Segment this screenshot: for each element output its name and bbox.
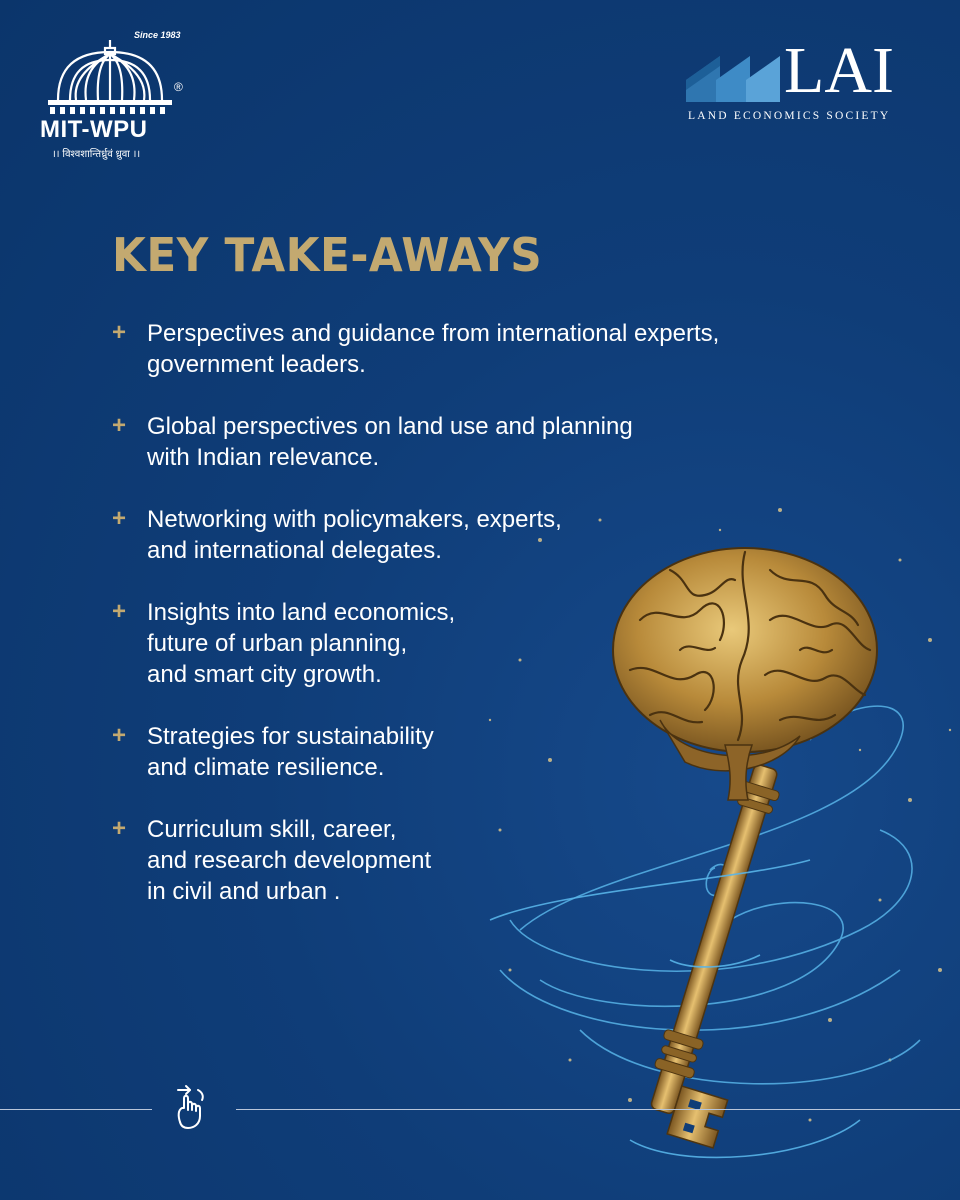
plus-icon: + bbox=[112, 815, 127, 842]
footer-divider-left bbox=[0, 1109, 152, 1110]
plus-icon: + bbox=[112, 505, 127, 532]
takeaway-text: Strategies for sustainability and climate resilience. bbox=[147, 723, 434, 781]
plus-icon: + bbox=[112, 598, 127, 625]
list-item bbox=[112, 411, 812, 473]
mit-wpu-name: MIT-WPU bbox=[40, 116, 148, 143]
lai-logo bbox=[686, 34, 916, 130]
page-title: KEY TAKE-AWAYS bbox=[112, 228, 543, 282]
dome-icon bbox=[40, 38, 180, 116]
list-item bbox=[112, 318, 812, 380]
mit-wpu-logo bbox=[38, 30, 198, 165]
mit-motto: ।। विश्वशान्तिर्ध्रुवं ध्रुवा ।। bbox=[52, 149, 141, 160]
plus-icon: + bbox=[112, 412, 127, 439]
roof-mark-icon bbox=[686, 56, 782, 102]
takeaway-text: Networking with policymakers, experts, and international delegates. bbox=[147, 506, 562, 564]
takeaway-text: Perspectives and guidance from international experts, government leaders. bbox=[147, 320, 720, 378]
takeaway-text: Curriculum skill, career, and research development in civil and urban . bbox=[147, 816, 432, 905]
plus-icon: + bbox=[112, 319, 127, 346]
mit-since-text: Since 1983 bbox=[134, 30, 181, 40]
takeaway-text: Global perspectives on land use and planning with Indian relevance. bbox=[147, 413, 633, 471]
brain-key-icon bbox=[480, 500, 960, 1200]
registered-mark: ® bbox=[174, 80, 183, 94]
takeaway-text: Insights into land economics, future of urban planning, and smart city growth. bbox=[147, 599, 456, 688]
swipe-hand-icon[interactable] bbox=[170, 1082, 216, 1132]
lai-subtitle: LAND ECONOMICS SOCIETY bbox=[688, 110, 891, 122]
lai-wordmark: LAI bbox=[784, 34, 894, 107]
footer-divider-right bbox=[236, 1109, 960, 1110]
plus-icon: + bbox=[112, 722, 127, 749]
